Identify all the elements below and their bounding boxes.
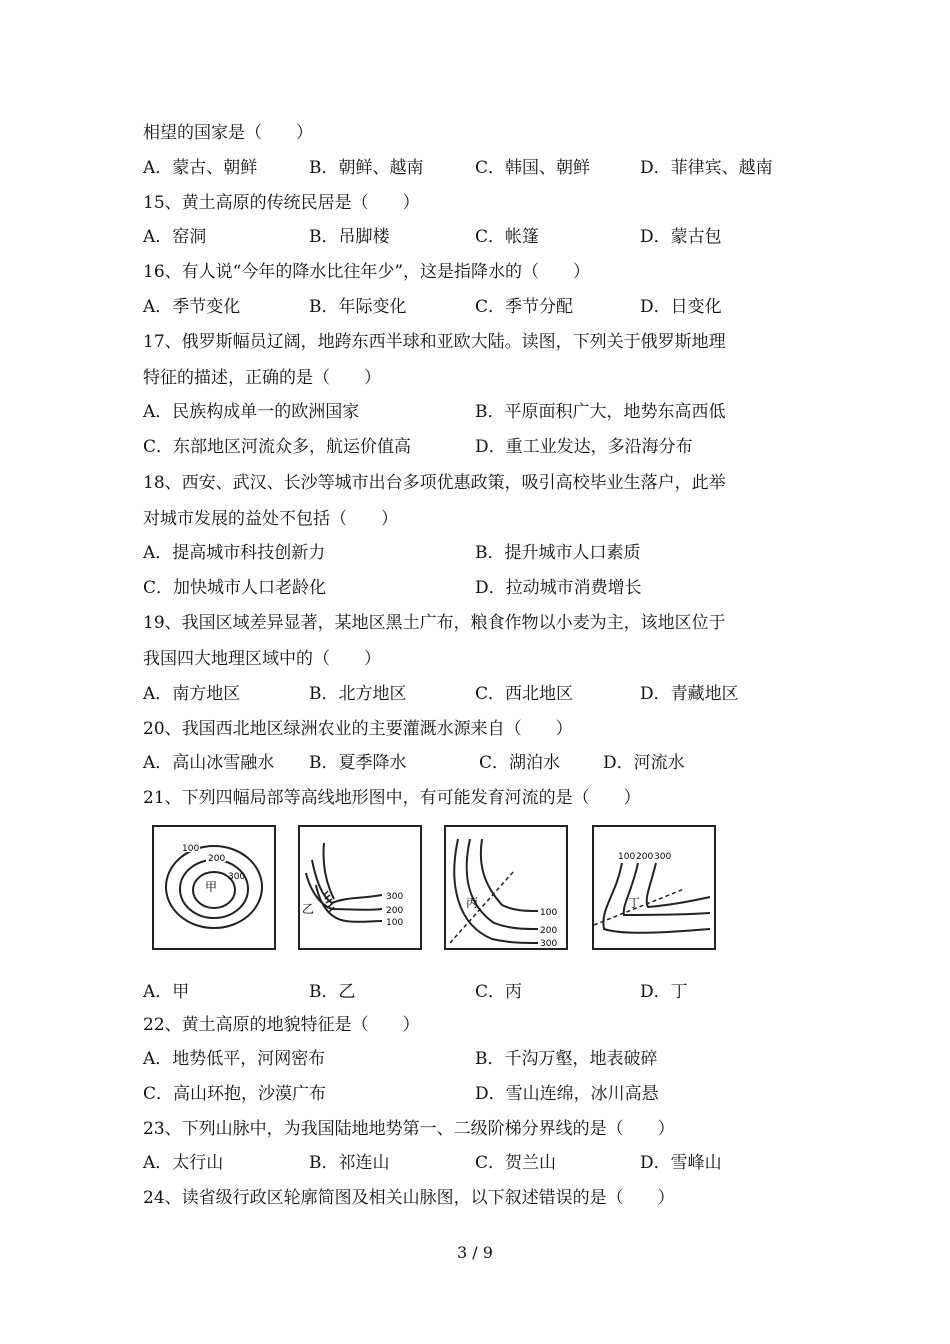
answer-option: D．河流水	[603, 753, 685, 773]
question-text: 对城市发展的益处不包括（ ）	[143, 509, 398, 529]
contour-label: 200	[386, 906, 404, 916]
contour-label: 200	[540, 926, 558, 936]
answer-option: D．雪峰山	[640, 1153, 722, 1173]
answer-option: A．窑洞	[143, 227, 207, 247]
diagram-label: 乙	[302, 902, 315, 916]
answer-option: C．高山环抱，沙漠广布	[143, 1084, 327, 1104]
answer-option: C．东部地区河流众多，航运价值高	[143, 437, 412, 457]
answer-option: C．加快城市人口老龄化	[143, 578, 327, 598]
answer-option: B．祁连山	[309, 1153, 390, 1173]
question-text: 相望的国家是（ ）	[143, 123, 313, 143]
question-text: 15、黄土高原的传统民居是（ ）	[143, 193, 420, 213]
answer-option: C．季节分配	[475, 297, 574, 317]
contour-map-yi	[298, 825, 422, 950]
answer-option: C．丙	[475, 982, 523, 1002]
contour-label: 200	[636, 852, 654, 862]
answer-option: C．韩国、朝鲜	[475, 158, 591, 178]
diagram-label: 丙	[466, 896, 479, 910]
answer-option: B．年际变化	[309, 297, 407, 317]
contour-label: 100	[386, 918, 404, 928]
contour-diagrams	[148, 825, 728, 955]
question-text: 特征的描述，正确的是（ ）	[143, 368, 381, 388]
contour-label: 200	[208, 854, 226, 864]
contour-label: 100	[182, 844, 200, 854]
answer-option: C．帐篷	[475, 227, 540, 247]
answer-option: A．季节变化	[143, 297, 241, 317]
answer-option: A．地势低平，河网密布	[143, 1049, 326, 1069]
question-text: 16、有人说“今年的降水比往年少”，这是指降水的（ ）	[143, 262, 591, 282]
answer-option: A．民族构成单一的欧洲国家	[143, 402, 360, 422]
contour-label: 300	[228, 872, 246, 882]
answer-option: D．青藏地区	[640, 684, 739, 704]
contour-map-bing	[444, 825, 568, 950]
answer-option: B．吊脚楼	[309, 227, 390, 247]
answer-option: C．湖泊水	[479, 753, 561, 773]
question-text: 23、下列山脉中，为我国陆地地势第一、二级阶梯分界线的是（ ）	[143, 1119, 675, 1139]
contour-label: 100	[618, 852, 636, 862]
answer-option: A．蒙古、朝鲜	[143, 158, 258, 178]
answer-option: D．雪山连绵，冰川高悬	[475, 1084, 659, 1104]
answer-option: D．拉动城市消费增长	[475, 578, 642, 598]
answer-option: B．乙	[309, 982, 356, 1002]
contour-label: 300	[540, 939, 558, 949]
answer-option: B．北方地区	[309, 684, 407, 704]
question-text: 20、我国西北地区绿洲农业的主要灌溉水源来自（ ）	[143, 719, 573, 739]
answer-option: D．菲律宾、越南	[640, 158, 773, 178]
answer-option: B．千沟万壑，地表破碎	[475, 1049, 658, 1069]
answer-option: C．西北地区	[475, 684, 574, 704]
answer-option: B．提升城市人口素质	[475, 543, 641, 563]
answer-option: D．丁	[640, 982, 688, 1002]
answer-option: A．提高城市科技创新力	[143, 543, 326, 563]
answer-option: A．南方地区	[143, 684, 241, 704]
contour-map-jia	[152, 825, 276, 950]
question-text: 24、读省级行政区轮廓简图及相关山脉图，以下叙述错误的是（ ）	[143, 1188, 675, 1208]
answer-option: B．朝鲜、越南	[309, 158, 424, 178]
answer-option: A．甲	[143, 982, 190, 1002]
page-number: 3 / 9	[457, 1243, 493, 1262]
question-text: 18、西安、武汉、长沙等城市出台多项优惠政策，吸引高校毕业生落户，此举	[143, 473, 726, 493]
answer-option: B．夏季降水	[309, 753, 407, 773]
answer-option: D．日变化	[640, 297, 722, 317]
answer-option: D．重工业发达，多沿海分布	[475, 437, 693, 457]
contour-map-ding	[592, 825, 716, 950]
contour-label: 100	[540, 908, 558, 918]
question-text: 22、黄土高原的地貌特征是（ ）	[143, 1015, 420, 1035]
contour-label: 300	[654, 852, 672, 862]
answer-option: A．高山冰雪融水	[143, 753, 275, 773]
diagram-label: 甲	[205, 880, 218, 894]
answer-option: B．平原面积广大，地势东高西低	[475, 402, 726, 422]
question-text: 19、我国区域差异显著，某地区黑土广布，粮食作物以小麦为主，该地区位于	[143, 613, 726, 633]
answer-option: C．贺兰山	[475, 1153, 557, 1173]
answer-option: A．太行山	[143, 1153, 224, 1173]
diagram-label: 丁	[628, 896, 641, 910]
question-text: 21、下列四幅局部等高线地形图中，有可能发育河流的是（ ）	[143, 788, 641, 808]
question-text: 17、俄罗斯幅员辽阔，地跨东西半球和亚欧大陆。读图，下列关于俄罗斯地理	[143, 332, 726, 352]
contour-label: 300	[386, 892, 404, 902]
answer-option: D．蒙古包	[640, 227, 722, 247]
question-text: 我国四大地理区域中的（ ）	[143, 649, 381, 669]
